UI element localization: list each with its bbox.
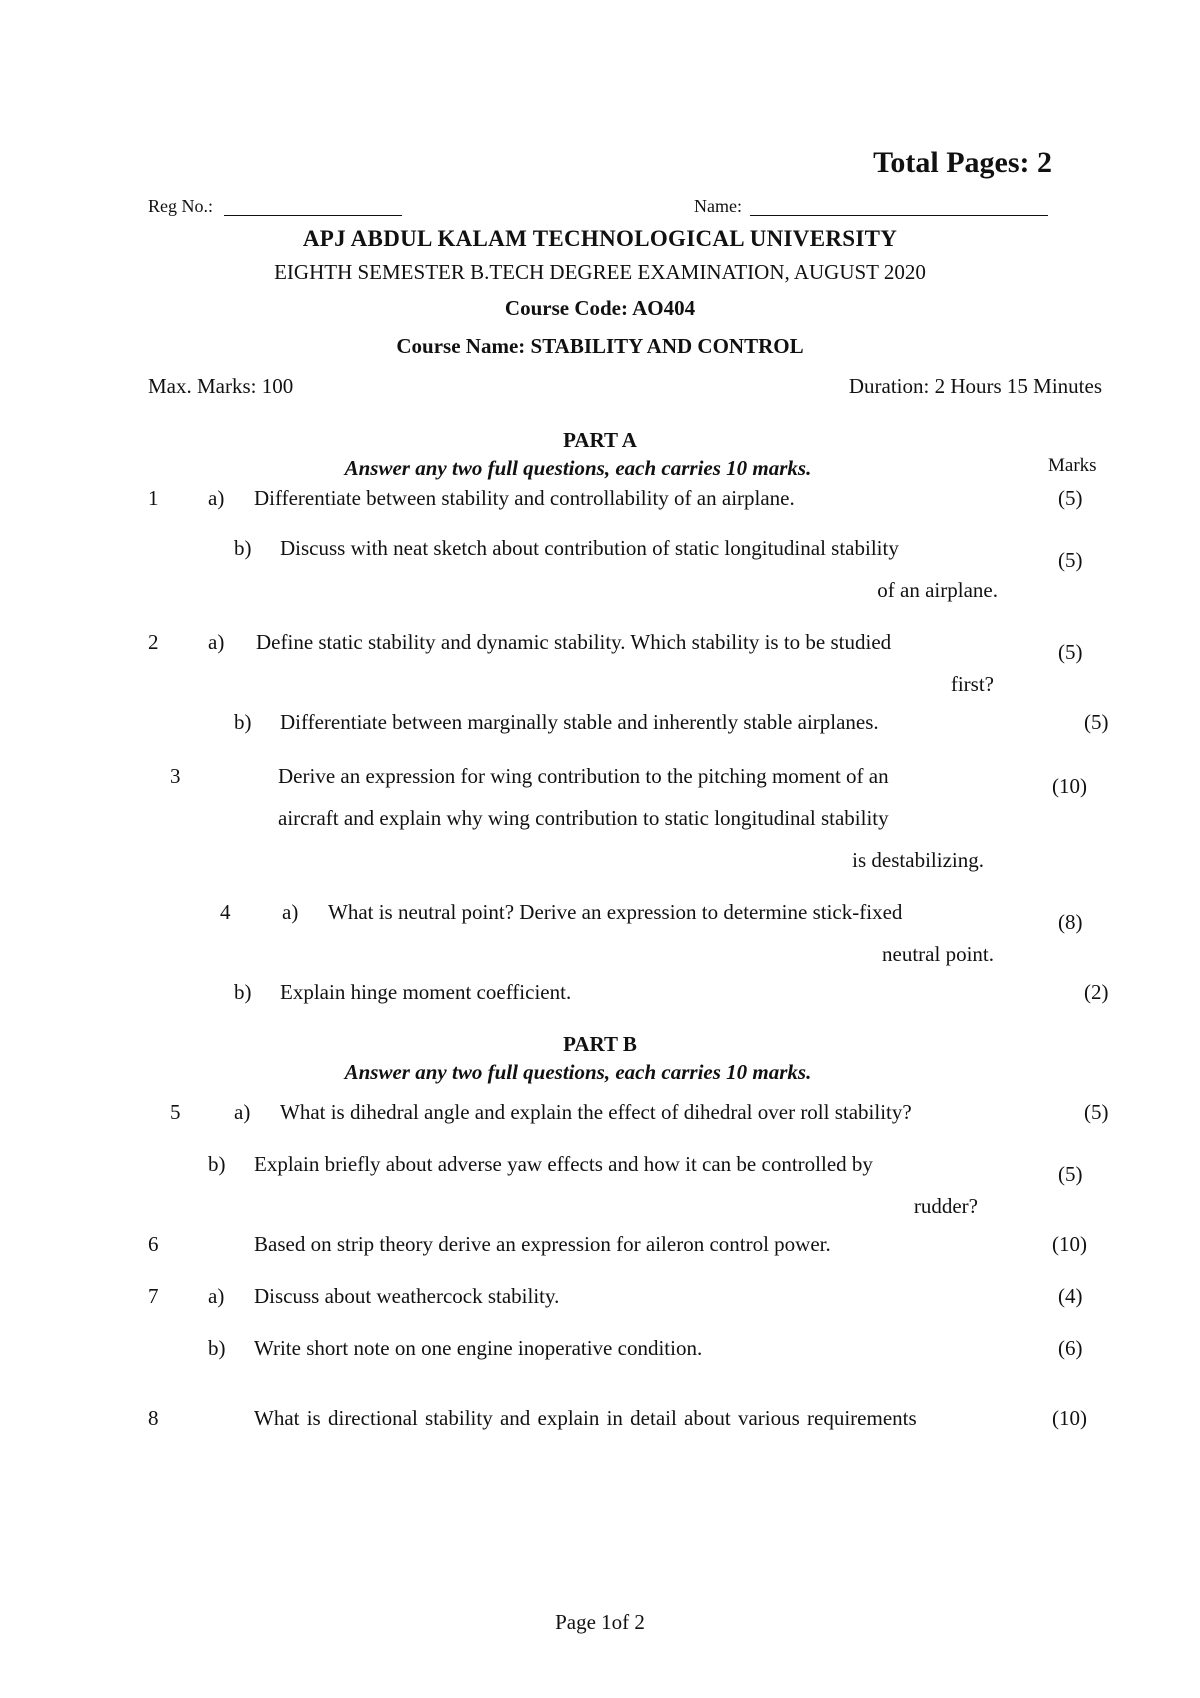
name-label: Name: bbox=[694, 196, 742, 216]
question-3-text-line1: Derive an expression for wing contribution to the pitching moment of an bbox=[278, 764, 889, 788]
question-1-number: 1 bbox=[148, 486, 159, 510]
question-2a-label: a) bbox=[208, 630, 225, 654]
part-a-title: PART A bbox=[563, 428, 637, 452]
reg-no-blank-line bbox=[224, 215, 402, 216]
question-2b-label: b) bbox=[234, 710, 252, 734]
duration: Duration: 2 Hours 15 Minutes bbox=[848, 374, 1102, 398]
question-7a-marks: (4) bbox=[1058, 1284, 1083, 1308]
question-4b-label: b) bbox=[234, 980, 252, 1004]
question-7b-marks: (6) bbox=[1058, 1336, 1083, 1360]
question-2b-marks: (5) bbox=[1084, 710, 1109, 734]
question-4a-text-line1: What is neutral point? Derive an expression to determine stick-fixed bbox=[328, 900, 903, 924]
question-3-number: 3 bbox=[170, 764, 181, 788]
question-7b-text: Write short note on one engine inoperative condition. bbox=[254, 1336, 703, 1360]
question-3-text-line2: aircraft and explain why wing contribution to static longitudinal stability bbox=[278, 806, 889, 830]
course-code: Course Code: AO404 bbox=[504, 296, 696, 320]
question-1b-text-line2: of an airplane. bbox=[877, 578, 998, 602]
question-4b-text: Explain hinge moment coefficient. bbox=[280, 980, 572, 1004]
question-7a-text: Discuss about weathercock stability. bbox=[254, 1284, 560, 1308]
question-2-number: 2 bbox=[148, 630, 159, 654]
question-7-number: 7 bbox=[148, 1284, 159, 1308]
question-5b-marks: (5) bbox=[1058, 1162, 1083, 1186]
question-1b-marks: (5) bbox=[1058, 548, 1083, 572]
question-7b-label: b) bbox=[208, 1336, 226, 1360]
question-5a-marks: (5) bbox=[1084, 1100, 1109, 1124]
question-5b-label: b) bbox=[208, 1152, 226, 1176]
part-b-title: PART B bbox=[563, 1032, 637, 1056]
question-2b-text: Differentiate between marginally stable and inherently stable airplanes. bbox=[280, 710, 879, 734]
question-4a-label: a) bbox=[282, 900, 299, 924]
exam-title: EIGHTH SEMESTER B.TECH DEGREE EXAMINATION, AUGUST 2020 bbox=[274, 260, 926, 284]
question-8-marks: (10) bbox=[1052, 1406, 1087, 1430]
course-name: Course Name: STABILITY AND CONTROL bbox=[396, 334, 804, 358]
question-5b-text-line1: Explain briefly about adverse yaw effects and how it can be controlled by bbox=[254, 1152, 873, 1176]
question-3-marks: (10) bbox=[1052, 774, 1087, 798]
question-1b-text-line1: Discuss with neat sketch about contribution of static longitudinal stability bbox=[280, 536, 899, 560]
question-5a-text: What is dihedral angle and explain the effect of dihedral over roll stability? bbox=[280, 1100, 912, 1124]
question-1b-label: b) bbox=[234, 536, 252, 560]
question-5a-label: a) bbox=[234, 1100, 251, 1124]
total-pages: Total Pages: 2 bbox=[873, 146, 1052, 179]
reg-no-label: Reg No.: bbox=[148, 196, 213, 216]
question-7a-label: a) bbox=[208, 1284, 225, 1308]
question-1a-marks: (5) bbox=[1058, 486, 1083, 510]
university-name: APJ ABDUL KALAM TECHNOLOGICAL UNIVERSITY bbox=[302, 226, 898, 251]
question-1a-label: a) bbox=[208, 486, 225, 510]
question-4b-marks: (2) bbox=[1084, 980, 1109, 1004]
marks-column-heading: Marks bbox=[1048, 455, 1097, 476]
question-2a-marks: (5) bbox=[1058, 640, 1083, 664]
question-8-text: What is directional stability and explain in detail about various requirements bbox=[254, 1406, 917, 1430]
question-3-text-line3: is destabilizing. bbox=[852, 848, 984, 872]
question-6-marks: (10) bbox=[1052, 1232, 1087, 1256]
page-number: Page 1of 2 bbox=[555, 1610, 645, 1634]
question-2a-text-line1: Define static stability and dynamic stability. Which stability is to be studied bbox=[256, 630, 892, 654]
part-b-instruction: Answer any two full questions, each carries 10 marks. bbox=[344, 1060, 812, 1084]
question-4-number: 4 bbox=[220, 900, 231, 924]
question-5-number: 5 bbox=[170, 1100, 181, 1124]
question-6-number: 6 bbox=[148, 1232, 159, 1256]
question-4a-text-line2: neutral point. bbox=[882, 942, 994, 966]
question-6-text: Based on strip theory derive an expression for aileron control power. bbox=[254, 1232, 831, 1256]
name-blank-line bbox=[750, 215, 1048, 216]
max-marks: Max. Marks: 100 bbox=[148, 374, 294, 398]
question-8-number: 8 bbox=[148, 1406, 159, 1430]
question-1a-text: Differentiate between stability and controllability of an airplane. bbox=[254, 486, 795, 510]
question-5b-text-line2: rudder? bbox=[913, 1194, 978, 1218]
part-a-instruction: Answer any two full questions, each carries 10 marks. bbox=[344, 456, 812, 480]
question-4a-marks: (8) bbox=[1058, 910, 1083, 934]
question-2a-text-line2: first? bbox=[950, 672, 994, 696]
